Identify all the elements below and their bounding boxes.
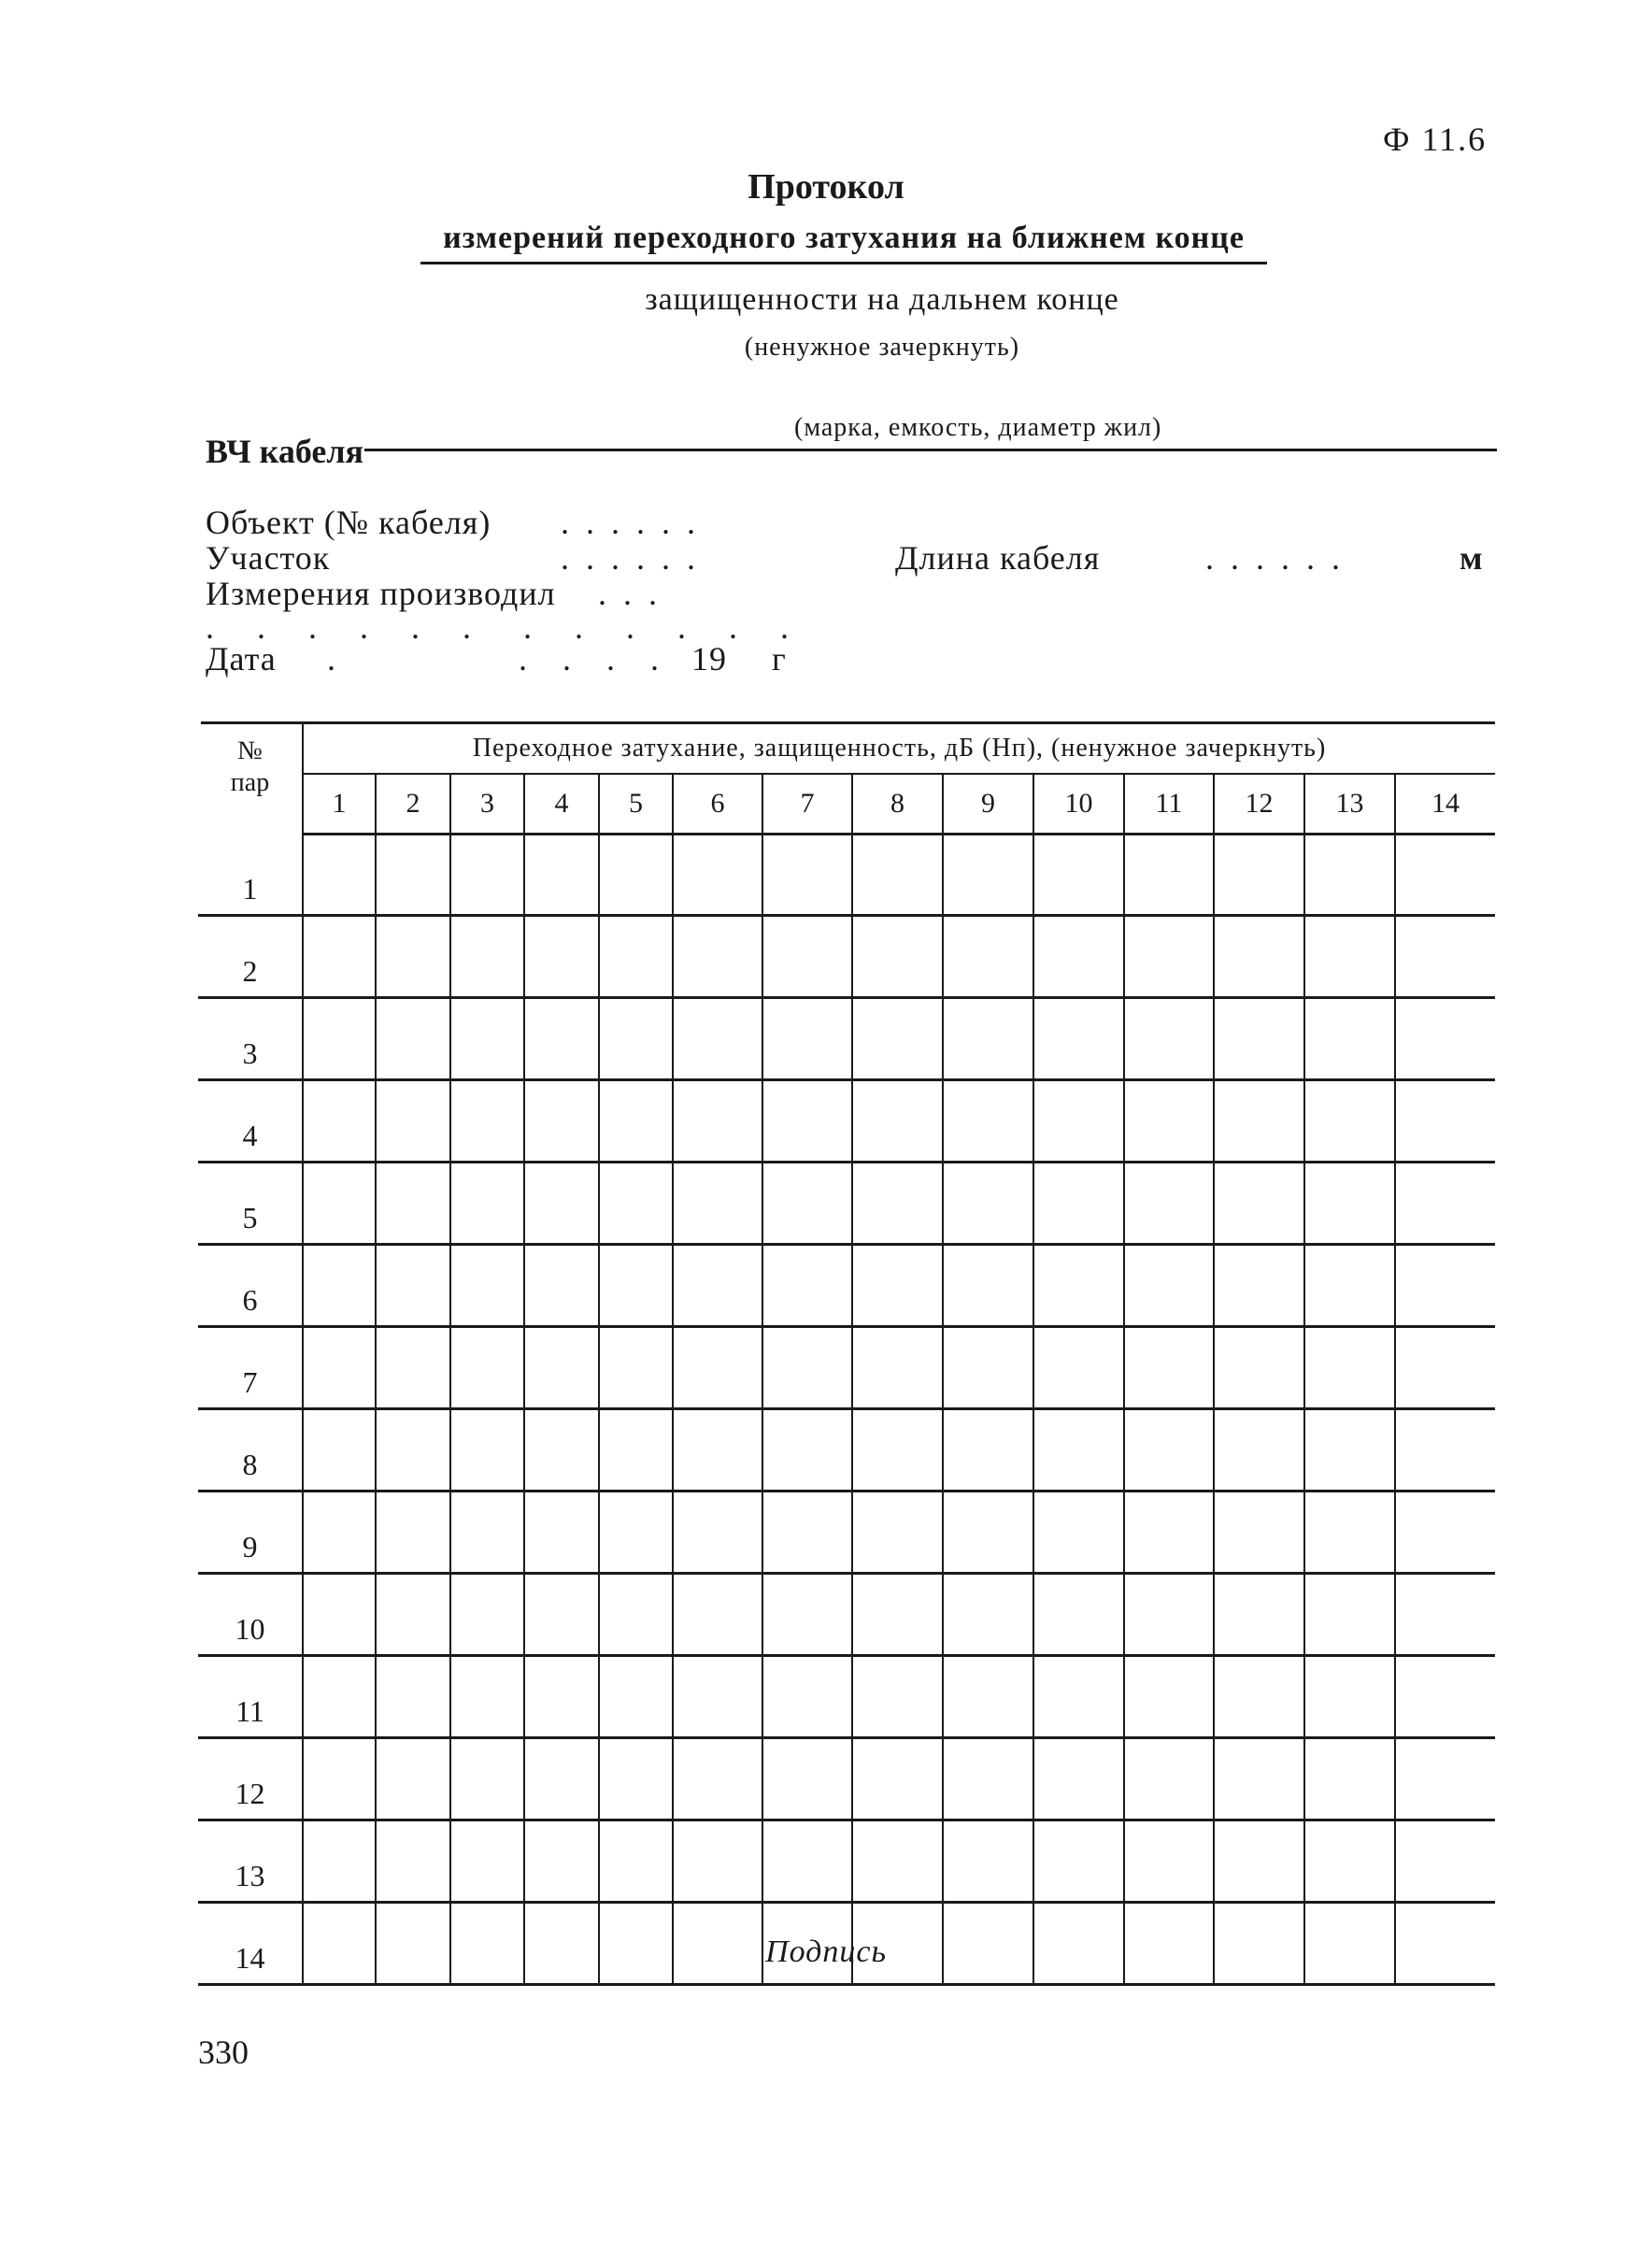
table-row xyxy=(198,1655,1495,1737)
pair-header xyxy=(198,724,303,835)
table-cell[interactable] xyxy=(1214,1655,1304,1737)
column-header: 9 xyxy=(943,774,1033,835)
date-dots[interactable]: .... xyxy=(519,640,694,678)
table-cell[interactable] xyxy=(1214,1162,1304,1244)
table-cell[interactable] xyxy=(762,1244,852,1326)
table-cell[interactable] xyxy=(1304,1244,1395,1326)
column-header: 11 xyxy=(1124,774,1214,835)
table-cell[interactable] xyxy=(524,997,599,1079)
table-cell[interactable] xyxy=(376,915,450,997)
column-header: 14 xyxy=(1395,774,1495,835)
table-cell[interactable] xyxy=(1033,835,1124,916)
table-cell[interactable] xyxy=(943,1079,1033,1162)
table-cell[interactable] xyxy=(852,1162,943,1244)
table-cell[interactable] xyxy=(303,1737,376,1820)
date-year: 19 xyxy=(691,640,727,678)
object-dots[interactable]: ...... xyxy=(561,504,712,541)
table-cell[interactable] xyxy=(599,1326,673,1408)
table-cell[interactable] xyxy=(1304,1162,1395,1244)
table-cell[interactable] xyxy=(1124,1408,1214,1491)
table-cell[interactable] xyxy=(599,1162,673,1244)
table-cell[interactable] xyxy=(852,1079,943,1162)
table-cell[interactable] xyxy=(943,915,1033,997)
table-row xyxy=(198,1491,1495,1573)
table-cell[interactable] xyxy=(1395,1820,1495,1902)
table-cell[interactable] xyxy=(524,1491,599,1573)
table-row xyxy=(198,1244,1495,1326)
measured-by-label: Измерения производил xyxy=(206,575,556,612)
table-cell[interactable] xyxy=(673,1491,762,1573)
table-cell[interactable] xyxy=(852,835,943,916)
table-cell[interactable] xyxy=(1033,1162,1124,1244)
table-cell[interactable] xyxy=(673,915,762,997)
table-cell[interactable] xyxy=(1304,1408,1395,1491)
table-cell[interactable] xyxy=(762,997,852,1079)
column-header: 5 xyxy=(599,774,673,835)
table-cell[interactable] xyxy=(450,1162,524,1244)
table-cell[interactable] xyxy=(1395,1655,1495,1737)
table-cell[interactable] xyxy=(762,1408,852,1491)
table-cell[interactable] xyxy=(673,1655,762,1737)
table-cell[interactable] xyxy=(303,1655,376,1737)
table-cell[interactable] xyxy=(1124,1244,1214,1326)
table-cell[interactable] xyxy=(762,1326,852,1408)
table-cell[interactable] xyxy=(673,1162,762,1244)
table-cell[interactable] xyxy=(1033,1820,1124,1902)
table-cell[interactable] xyxy=(943,1326,1033,1408)
pair-number: 5 xyxy=(198,1162,303,1244)
table-cell[interactable] xyxy=(303,1573,376,1655)
table-cell[interactable] xyxy=(450,1491,524,1573)
pair-header-line1: № xyxy=(237,736,263,765)
table-cell[interactable] xyxy=(1214,1737,1304,1820)
table-cell[interactable] xyxy=(450,1655,524,1737)
column-header: 6 xyxy=(673,774,762,835)
table-cell[interactable] xyxy=(1124,997,1214,1079)
column-header: 8 xyxy=(852,774,943,835)
page-number: 330 xyxy=(198,2034,249,2071)
table-cell[interactable] xyxy=(1124,1079,1214,1162)
table-cell[interactable] xyxy=(599,1244,673,1326)
table-cell[interactable] xyxy=(376,1820,450,1902)
table-cell[interactable] xyxy=(599,915,673,997)
table-cell[interactable] xyxy=(852,1737,943,1820)
table-cell[interactable] xyxy=(303,1820,376,1902)
table-cell[interactable] xyxy=(852,1491,943,1573)
table-cell[interactable] xyxy=(1304,915,1395,997)
form-code: Ф 11.6 xyxy=(1383,121,1488,158)
table-cell[interactable] xyxy=(524,1408,599,1491)
table-cell[interactable] xyxy=(852,1655,943,1737)
pair-number: 10 xyxy=(198,1573,303,1655)
table-cell[interactable] xyxy=(852,1820,943,1902)
table-cell[interactable] xyxy=(1214,1573,1304,1655)
table-cell[interactable] xyxy=(376,1655,450,1737)
table-cell[interactable] xyxy=(450,1573,524,1655)
table-cell[interactable] xyxy=(303,915,376,997)
table-cell[interactable] xyxy=(303,1244,376,1326)
table-cell[interactable] xyxy=(376,835,450,916)
table-cell[interactable] xyxy=(1304,835,1395,916)
table-cell[interactable] xyxy=(1033,1408,1124,1491)
table-cell[interactable] xyxy=(376,1737,450,1820)
table-cell[interactable] xyxy=(1395,835,1495,916)
table-cell[interactable] xyxy=(524,1737,599,1820)
table-cell[interactable] xyxy=(376,1244,450,1326)
table-cell[interactable] xyxy=(1033,1573,1124,1655)
table-cell[interactable] xyxy=(1395,1408,1495,1491)
signature-label: Подпись xyxy=(765,1934,887,1969)
table-row xyxy=(198,1573,1495,1655)
table-cell[interactable] xyxy=(1395,1079,1495,1162)
table-cell[interactable] xyxy=(1395,915,1495,997)
table-cell[interactable] xyxy=(1395,997,1495,1079)
table-cell[interactable] xyxy=(673,1820,762,1902)
table-cell[interactable] xyxy=(1304,1491,1395,1573)
table-cell[interactable] xyxy=(376,997,450,1079)
table-cell[interactable] xyxy=(450,1820,524,1902)
table-row xyxy=(198,835,1495,916)
table-cell[interactable] xyxy=(1033,1244,1124,1326)
table-cell[interactable] xyxy=(1214,1820,1304,1902)
table-cell[interactable] xyxy=(943,1408,1033,1491)
table-cell[interactable] xyxy=(1304,1655,1395,1737)
pair-number: 14 xyxy=(198,1902,303,1984)
table-cell[interactable] xyxy=(1304,1079,1395,1162)
table-cell[interactable] xyxy=(450,997,524,1079)
table-cell[interactable] xyxy=(303,997,376,1079)
table-cell[interactable] xyxy=(450,1737,524,1820)
table-cell[interactable] xyxy=(1214,1326,1304,1408)
table-cell[interactable] xyxy=(450,835,524,916)
table-cell[interactable] xyxy=(1124,1162,1214,1244)
table-cell[interactable] xyxy=(943,1655,1033,1737)
table-cell[interactable] xyxy=(673,1408,762,1491)
table-cell[interactable] xyxy=(599,1408,673,1491)
table-cell[interactable] xyxy=(1395,1162,1495,1244)
table-cell[interactable] xyxy=(599,1491,673,1573)
pair-number: 6 xyxy=(198,1244,303,1326)
table-cell[interactable] xyxy=(524,1820,599,1902)
table-cell[interactable] xyxy=(852,1326,943,1408)
pair-number: 1 xyxy=(198,835,303,916)
measured-by-dots-3[interactable]: ...... xyxy=(523,608,832,646)
column-header: 13 xyxy=(1304,774,1395,835)
table-cell[interactable] xyxy=(673,1737,762,1820)
pair-header-line2: пар xyxy=(230,768,270,797)
table-cell[interactable] xyxy=(1124,1820,1214,1902)
strike-note: (ненужное зачеркнуть) xyxy=(744,333,1020,362)
table-cell[interactable] xyxy=(1124,835,1214,916)
table-cell[interactable] xyxy=(852,997,943,1079)
table-cell[interactable] xyxy=(1214,835,1304,916)
table-cell[interactable] xyxy=(673,997,762,1079)
table-cell[interactable] xyxy=(852,915,943,997)
table-cell[interactable] xyxy=(376,1573,450,1655)
table-cell[interactable] xyxy=(1395,1244,1495,1326)
table-cell[interactable] xyxy=(303,1326,376,1408)
table-cell[interactable] xyxy=(376,1491,450,1573)
section-dots[interactable]: ...... xyxy=(561,539,712,577)
table-cell[interactable] xyxy=(943,1244,1033,1326)
table-cell[interactable] xyxy=(1395,1737,1495,1820)
table-cell[interactable] xyxy=(450,1326,524,1408)
table-cell[interactable] xyxy=(1033,915,1124,997)
date-label: Дата xyxy=(206,640,277,678)
table-cell[interactable] xyxy=(524,1162,599,1244)
cable-input-line[interactable] xyxy=(364,449,1497,451)
table-cell[interactable] xyxy=(450,915,524,997)
table-cell[interactable] xyxy=(599,1655,673,1737)
table-cell[interactable] xyxy=(599,1079,673,1162)
table-cell[interactable] xyxy=(673,1573,762,1655)
column-header: 12 xyxy=(1214,774,1304,835)
table-cell[interactable] xyxy=(852,1408,943,1491)
pair-number: 7 xyxy=(198,1326,303,1408)
table-cell[interactable] xyxy=(1033,997,1124,1079)
table-cell[interactable] xyxy=(1214,1408,1304,1491)
table-cell[interactable] xyxy=(1304,1326,1395,1408)
pair-number: 4 xyxy=(198,1079,303,1162)
length-label: Длина кабеля xyxy=(895,539,1101,577)
table-row xyxy=(198,1408,1495,1491)
table-cell[interactable] xyxy=(673,835,762,916)
table-cell[interactable] xyxy=(524,915,599,997)
table-cell[interactable] xyxy=(1033,1737,1124,1820)
main-header: Переходное затухание, защищенность, дБ (Нп), (ненужное зачеркнуть) xyxy=(303,724,1495,774)
table-row xyxy=(198,1326,1495,1408)
table-cell[interactable] xyxy=(762,1162,852,1244)
subtitle-far-end: защищенности на дальнем конце xyxy=(645,282,1119,317)
column-header: 3 xyxy=(450,774,524,835)
table-cell[interactable] xyxy=(1304,1820,1395,1902)
pair-number: 11 xyxy=(198,1655,303,1737)
table-cell[interactable] xyxy=(1033,1326,1124,1408)
table-cell[interactable] xyxy=(376,1408,450,1491)
table-row xyxy=(198,997,1495,1079)
table-row xyxy=(198,1079,1495,1162)
table-cell[interactable] xyxy=(599,1820,673,1902)
table-cell[interactable] xyxy=(762,835,852,916)
table-cell[interactable] xyxy=(303,835,376,916)
table-cell[interactable] xyxy=(1214,1079,1304,1162)
table-cell[interactable] xyxy=(762,915,852,997)
table-cell[interactable] xyxy=(673,1244,762,1326)
measurement-table xyxy=(198,724,1495,1986)
table-cell[interactable] xyxy=(1395,1326,1495,1408)
table-cell[interactable] xyxy=(943,997,1033,1079)
table-cell[interactable] xyxy=(1124,1491,1214,1573)
pair-number: 9 xyxy=(198,1491,303,1573)
pair-number: 8 xyxy=(198,1408,303,1491)
table-cell[interactable] xyxy=(524,1326,599,1408)
table-cell[interactable] xyxy=(673,1079,762,1162)
table-cell[interactable] xyxy=(1214,1244,1304,1326)
date-suffix: г xyxy=(772,640,787,678)
table-cell[interactable] xyxy=(1395,1573,1495,1655)
pair-number: 3 xyxy=(198,997,303,1079)
table-cell[interactable] xyxy=(943,1737,1033,1820)
table-cell[interactable] xyxy=(943,1573,1033,1655)
table-cell[interactable] xyxy=(450,1408,524,1491)
pair-number: 12 xyxy=(198,1737,303,1820)
table-cell[interactable] xyxy=(1124,915,1214,997)
table-cell[interactable] xyxy=(762,1491,852,1573)
table-cell[interactable] xyxy=(303,1408,376,1491)
table-cell[interactable] xyxy=(1214,997,1304,1079)
column-header: 1 xyxy=(303,774,376,835)
length-unit: м xyxy=(1460,539,1484,577)
table-cell[interactable] xyxy=(1033,1655,1124,1737)
table-cell[interactable] xyxy=(1214,1491,1304,1573)
table-cell[interactable] xyxy=(943,1820,1033,1902)
table-cell[interactable] xyxy=(599,997,673,1079)
table-row xyxy=(198,915,1495,997)
table-cell[interactable] xyxy=(1304,997,1395,1079)
table-row xyxy=(198,1737,1495,1820)
section-label: Участок xyxy=(206,539,331,577)
table-cell[interactable] xyxy=(852,1573,943,1655)
table-cell[interactable] xyxy=(852,1244,943,1326)
table-cell[interactable] xyxy=(450,1244,524,1326)
page-title: Протокол xyxy=(748,167,904,207)
table-cell[interactable] xyxy=(1124,1573,1214,1655)
table-cell[interactable] xyxy=(1395,1491,1495,1573)
table-cell[interactable] xyxy=(943,1491,1033,1573)
table-cell[interactable] xyxy=(376,1162,450,1244)
table-cell[interactable] xyxy=(524,1079,599,1162)
table-cell[interactable] xyxy=(524,1655,599,1737)
table-cell[interactable] xyxy=(524,835,599,916)
column-header: 7 xyxy=(762,774,852,835)
table-cell[interactable] xyxy=(599,1573,673,1655)
date-dot-1[interactable]: . xyxy=(327,640,352,678)
table-cell[interactable] xyxy=(599,835,673,916)
column-header: 4 xyxy=(524,774,599,835)
table-cell[interactable] xyxy=(943,1162,1033,1244)
table-cell[interactable] xyxy=(450,1079,524,1162)
object-label: Объект (№ кабеля) xyxy=(206,504,491,541)
measured-by-dots-1[interactable]: ... xyxy=(598,575,674,612)
table-cell[interactable] xyxy=(762,1655,852,1737)
table-cell[interactable] xyxy=(762,1573,852,1655)
table-cell[interactable] xyxy=(762,1820,852,1902)
table-cell[interactable] xyxy=(524,1573,599,1655)
table-cell[interactable] xyxy=(303,1079,376,1162)
table-cell[interactable] xyxy=(303,1162,376,1244)
pair-number: 13 xyxy=(198,1820,303,1902)
table-cell[interactable] xyxy=(762,1079,852,1162)
subtitle-near-end: измерений переходного затухания на ближнем конце xyxy=(420,221,1267,264)
cable-hint: (марка, емкость, диаметр жил) xyxy=(794,413,1162,442)
table-cell[interactable] xyxy=(1124,1737,1214,1820)
table-cell[interactable] xyxy=(762,1737,852,1820)
table-cell[interactable] xyxy=(1124,1326,1214,1408)
table-cell[interactable] xyxy=(376,1326,450,1408)
measured-by-dots-2[interactable]: ...... xyxy=(206,608,514,646)
table-cell[interactable] xyxy=(1033,1491,1124,1573)
table-cell[interactable] xyxy=(1304,1737,1395,1820)
table-cell[interactable] xyxy=(376,1079,450,1162)
table-row xyxy=(198,1820,1495,1902)
table-cell[interactable] xyxy=(524,1244,599,1326)
table-row xyxy=(198,1162,1495,1244)
table-cell[interactable] xyxy=(303,1491,376,1573)
table-cell[interactable] xyxy=(673,1326,762,1408)
table-cell[interactable] xyxy=(1214,915,1304,997)
cable-label: ВЧ кабеля xyxy=(206,433,364,470)
pair-number: 2 xyxy=(198,915,303,997)
table-cell[interactable] xyxy=(599,1737,673,1820)
table-cell[interactable] xyxy=(1304,1573,1395,1655)
column-header: 10 xyxy=(1033,774,1124,835)
table-cell[interactable] xyxy=(1124,1655,1214,1737)
length-dots[interactable]: ...... xyxy=(1205,539,1357,577)
column-header: 2 xyxy=(376,774,450,835)
table-cell[interactable] xyxy=(943,835,1033,916)
table-cell[interactable] xyxy=(1033,1079,1124,1162)
